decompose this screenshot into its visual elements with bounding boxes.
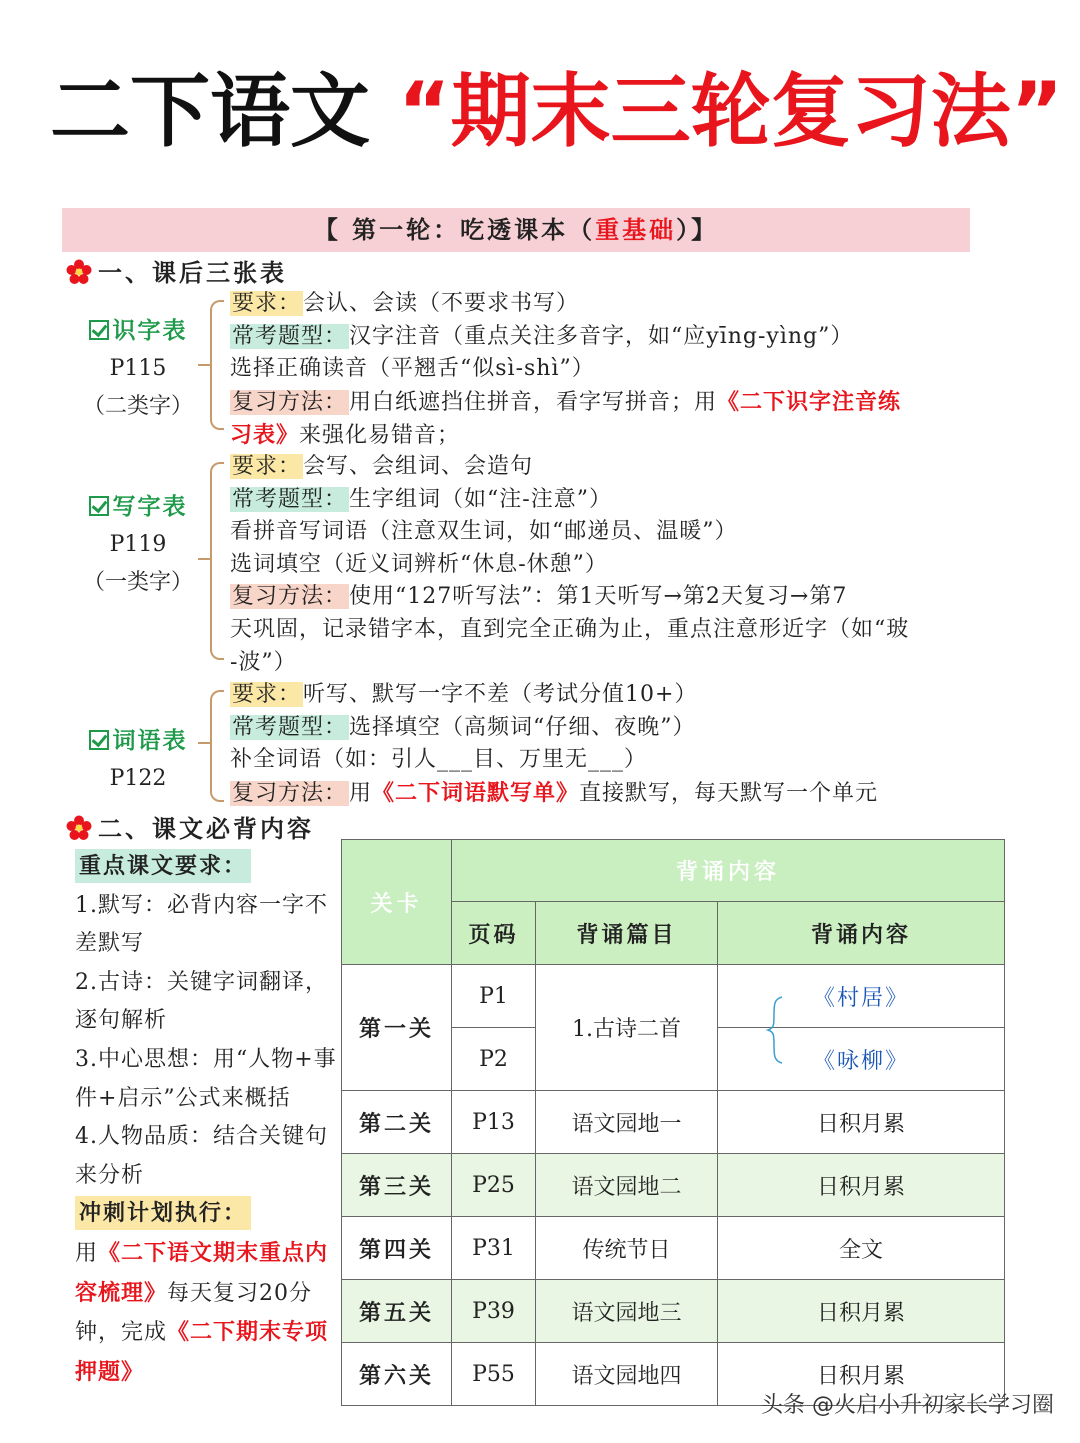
article-cell: 语文园地三: [536, 1280, 718, 1343]
section-one-title: 一、课后三张表: [98, 258, 287, 287]
page-cell: P55: [452, 1343, 536, 1406]
writing-table-notes: 要求：会写、会组词、会造句 常考题型：生字组词（如“注-注意”） 看拼音写词语（注意双生词，如“邮递员、温暖”） 选词填空（近义词辨析“休息-休憩”） 复习方法：使用“127听写法”：第1天听写→第2天复习→第7 天巩固，记录错字本，直到完全正确为止，重点注意形近字（如“玻 -波”）: [230, 454, 910, 675]
header-page: 页码: [452, 902, 536, 965]
content-cell: 日积月累: [718, 1280, 1005, 1343]
page-cell: P31: [452, 1217, 536, 1280]
requirement-item: 4.人物品质：结合关键句来分析: [75, 1124, 328, 1188]
vocabulary-table-notes: 要求：听写、默写一字不差（考试分值10+） 常考题型：选择填空（高频词“仔细、夜晚”） 补全词语（如：引人___目、万里无___） 复习方法：用《二下词语默写单》直接默写，每天默写一个单元: [230, 682, 879, 806]
poem-cell: 《咏柳》: [718, 1028, 1005, 1091]
key-text-requirements: [75, 848, 337, 1392]
brace-divider: [210, 462, 224, 660]
content-cell: 全文: [718, 1217, 1005, 1280]
round-one-highlight: 重基础: [595, 215, 677, 244]
article-cell: 传统节日: [536, 1217, 718, 1280]
brace-divider: [210, 300, 224, 430]
writing-table-page: P119: [109, 532, 167, 557]
literacy-table-name: 识字表: [68, 312, 208, 350]
section-two-title: 二、课文必背内容: [98, 814, 314, 843]
table-row: [342, 1091, 1005, 1154]
literacy-table-page: P115: [109, 356, 167, 381]
flower-icon: [66, 815, 92, 841]
table-row: [342, 1217, 1005, 1280]
vocabulary-table-name: 词语表: [68, 722, 208, 760]
writing-table-name: 写字表: [68, 488, 208, 526]
brace-divider: [210, 690, 224, 802]
round-one-banner: [62, 208, 970, 252]
table-row: [342, 965, 1005, 1028]
page-title: [50, 62, 1064, 162]
title-method: “期末三轮复习法”: [398, 65, 1064, 158]
checkbox-icon: [89, 496, 109, 516]
round-one-prefix: 【 第一轮：吃透课本（: [313, 215, 596, 244]
sprint-plan-text: 用《二下语文期末重点内容梳理》每天复习20分钟，完成《二下期末专项押题》: [75, 1239, 329, 1385]
page-cell: P1: [452, 965, 536, 1028]
page-cell: P2: [452, 1028, 536, 1091]
level-cell: 第二关: [342, 1091, 452, 1154]
article-cell: 1.古诗二首: [536, 965, 718, 1091]
recitation-table: [341, 839, 1005, 1406]
level-cell: 第六关: [342, 1343, 452, 1406]
article-cell: 语文园地一: [536, 1091, 718, 1154]
header-article: 背诵篇目: [536, 902, 718, 965]
content-cell: 日积月累: [718, 1154, 1005, 1217]
title-subject: 二下语文: [50, 65, 370, 158]
article-cell: 语文园地四: [536, 1343, 718, 1406]
poem-cell: 《村居》: [718, 965, 1005, 1028]
brace-tick: [198, 364, 212, 366]
section-one-heading: [66, 258, 287, 288]
table-row: [342, 1154, 1005, 1217]
content-cell: 日积月累: [718, 1343, 1005, 1406]
writing-table-label: [68, 488, 208, 602]
literacy-table-notes: 要求：会认、会读（不要求书写） 常考题型：汉字注音（重点关注多音字，如“应yīng-yìng”） 选择正确读音（平翘舌“似sì-shì”） 复习方法：用白纸遮挡住拼音，看字写拼音；用《二下识字注音练 习表》来强化易错音；: [230, 291, 902, 449]
literacy-table-label: [68, 312, 208, 426]
key-requirements-title: 重点课文要求：: [75, 849, 251, 883]
brace-icon: [766, 995, 786, 1065]
level-cell: 第五关: [342, 1280, 452, 1343]
content-cell: 日积月累: [718, 1091, 1005, 1154]
brace-tick: [198, 558, 212, 560]
requirement-item: 1.默写：必背内容一字不差默写: [75, 892, 328, 957]
level-cell: 第三关: [342, 1154, 452, 1217]
article-cell: 语文园地二: [536, 1154, 718, 1217]
watermark: 头条 @火启小升初家长学习圈: [761, 1393, 1054, 1418]
page-cell: P13: [452, 1091, 536, 1154]
header-level: 关卡: [342, 840, 452, 965]
page-cell: P25: [452, 1154, 536, 1217]
checkbox-icon: [89, 730, 109, 750]
header-recitation-group: 背诵内容: [452, 840, 1005, 902]
table-row: [342, 1280, 1005, 1343]
writing-table-type: （一类字）: [82, 570, 193, 595]
flower-icon: [66, 259, 92, 285]
vocabulary-table-label: [68, 722, 208, 798]
page-cell: P39: [452, 1280, 536, 1343]
level-cell: 第四关: [342, 1217, 452, 1280]
brace-tick: [198, 742, 212, 744]
level-cell: 第一关: [342, 965, 452, 1091]
header-content: 背诵内容: [718, 902, 1005, 965]
vocabulary-table-page: P122: [109, 766, 167, 791]
round-one-suffix: ）】: [676, 215, 719, 244]
checkbox-icon: [89, 320, 109, 340]
requirement-item: 2.古诗：关键字词翻译，逐句解析: [75, 969, 328, 1034]
literacy-table-type: （二类字）: [82, 394, 193, 419]
requirement-item: 3.中心思想：用“人物+事件+启示”公式来概括: [75, 1046, 337, 1111]
sprint-plan-title: 冲刺计划执行：: [75, 1196, 251, 1230]
section-two-heading: [66, 814, 314, 844]
